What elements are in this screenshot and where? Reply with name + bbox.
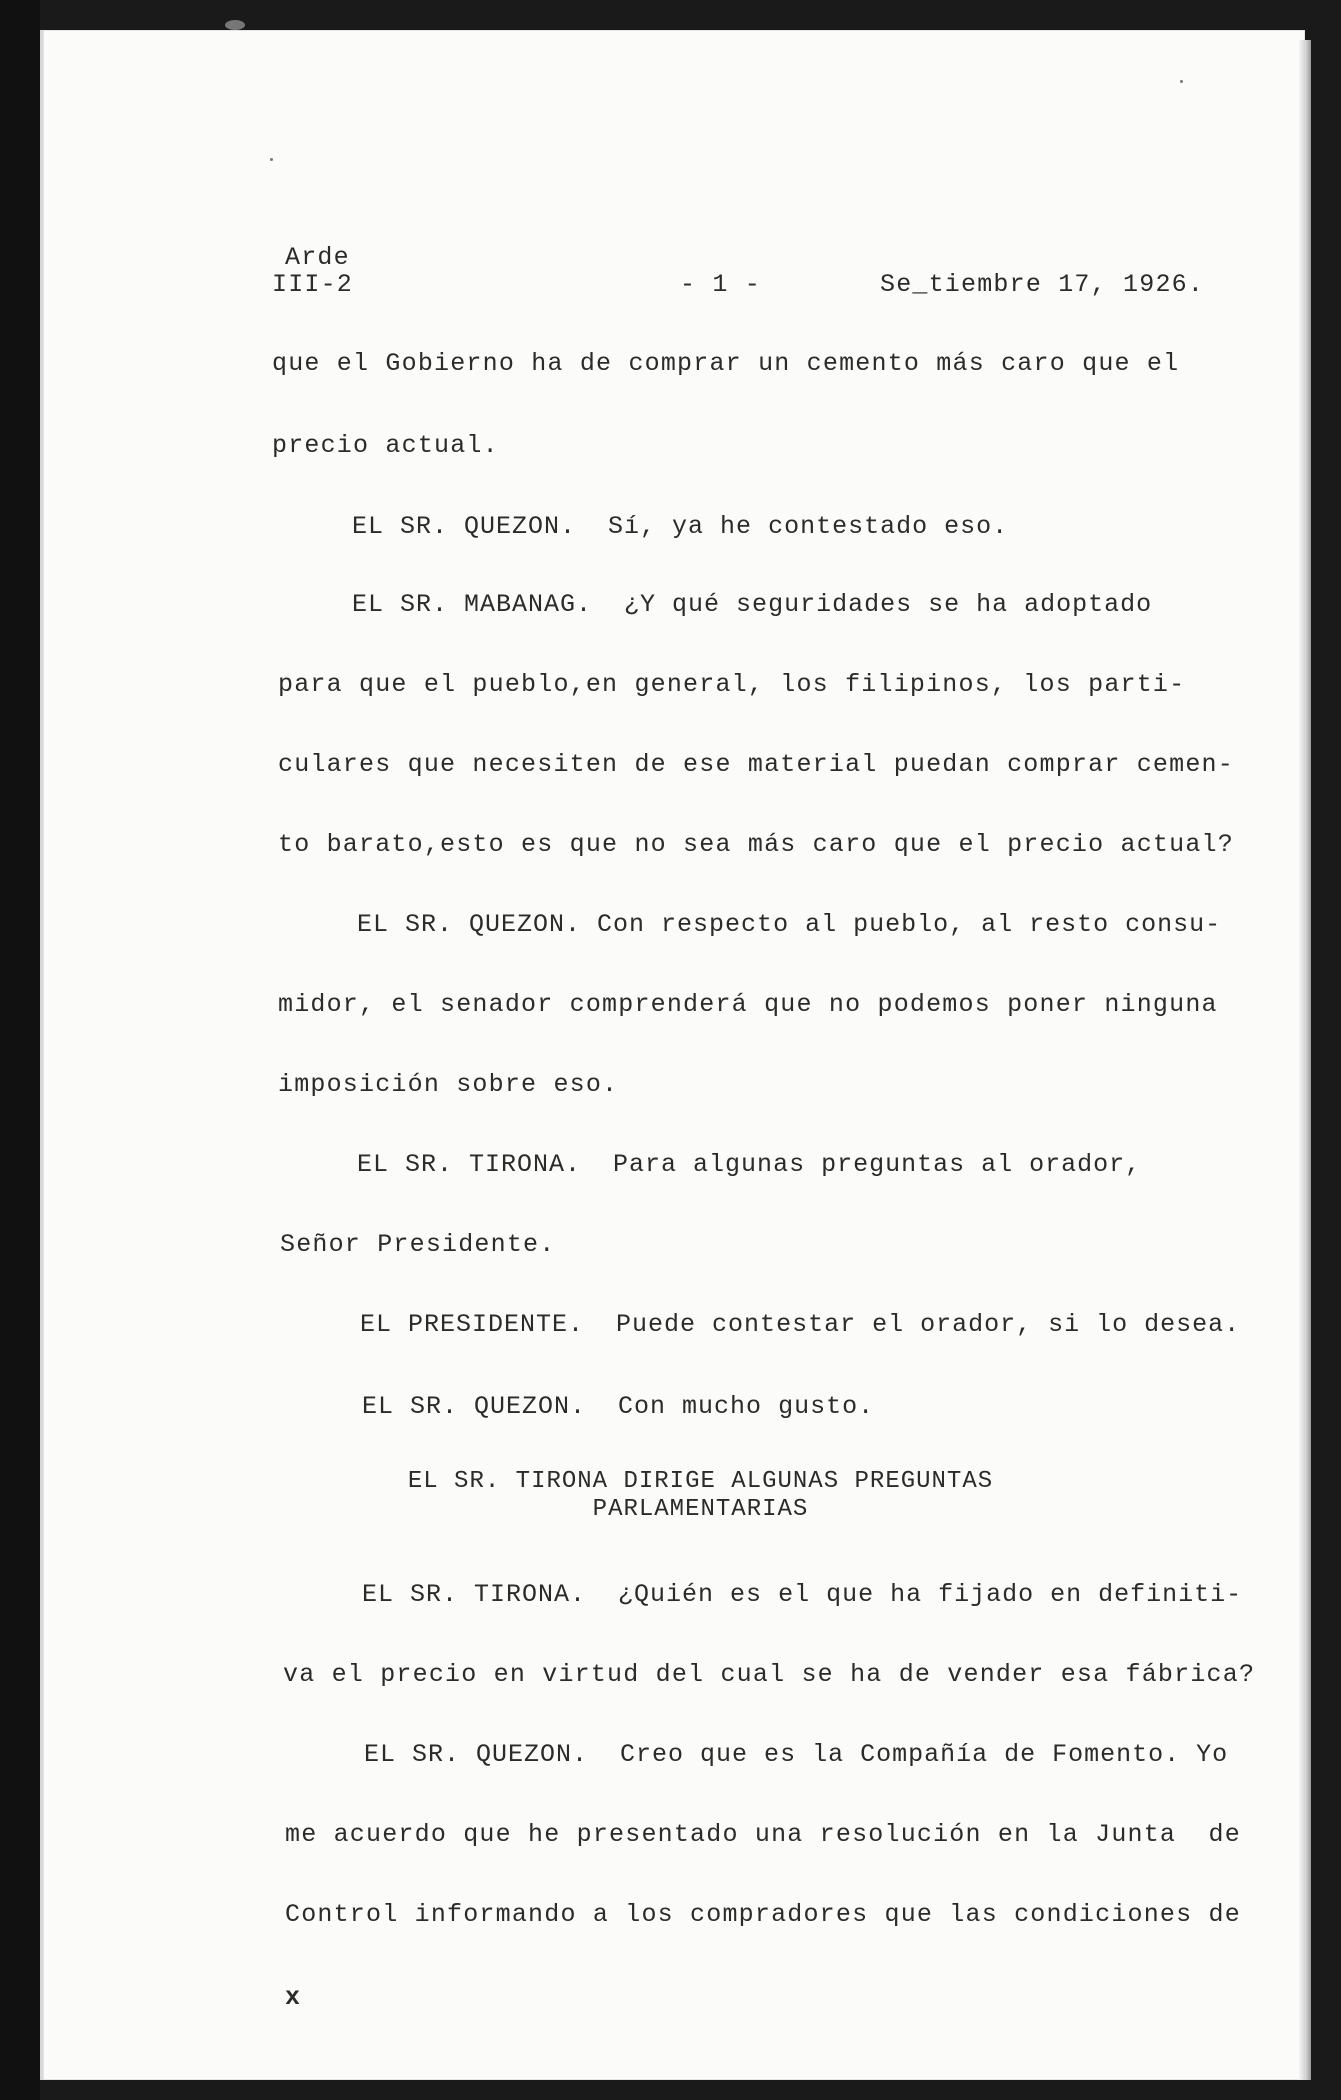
text-line: EL SR. QUEZON. Con respecto al pueblo, al resto consu-: [357, 910, 1222, 939]
section-heading-line-1: EL SR. TIRONA DIRIGE ALGUNAS PREGUNTAS: [407, 1468, 994, 1495]
footer-mark: x: [285, 1983, 302, 2012]
reel-number: III-2: [272, 270, 354, 299]
transcriber-initials: Arde: [285, 243, 350, 272]
text-line: Control informando a los compradores que las condiciones de: [285, 1900, 1241, 1929]
document-date: Se_tiembre 17, 1926.: [880, 270, 1205, 299]
text-line: me acuerdo que he presentado una resolución en la Junta de: [285, 1820, 1241, 1849]
text-line: EL SR. QUEZON. Con mucho gusto.: [362, 1392, 875, 1421]
text-line: Señor Presidente.: [280, 1230, 556, 1259]
text-line: to barato,esto es que no sea más caro que el precio actual?: [278, 830, 1234, 859]
text-line: que el Gobierno ha de comprar un cemento más caro que el: [272, 349, 1180, 378]
page-edge: [1299, 40, 1311, 2080]
text-line: EL SR. QUEZON. Sí, ya he contestado eso.: [352, 512, 1009, 541]
ink-speck: [1180, 80, 1183, 83]
text-line: para que el pueblo,en general, los filipinos, los parti-: [278, 670, 1186, 699]
page-number: - 1 -: [680, 270, 762, 299]
text-line: imposición sobre eso.: [278, 1070, 619, 1099]
document-page: [40, 30, 1305, 2080]
ink-speck: [270, 158, 273, 161]
text-line: EL SR. QUEZON. Creo que es la Compañía de Fomento. Yo: [364, 1740, 1229, 1769]
text-line: culares que necesiten de ese material puedan comprar cemen-: [278, 750, 1234, 779]
text-line: precio actual.: [272, 431, 499, 460]
text-line: midor, el senador comprenderá que no podemos poner ninguna: [278, 990, 1218, 1019]
text-line: EL SR. TIRONA. ¿Quién es el que ha fijado en definiti-: [362, 1580, 1243, 1609]
text-line: va el precio en virtud del cual se ha de vender esa fábrica?: [283, 1660, 1256, 1689]
scan-border: [0, 0, 40, 2100]
text-line: EL PRESIDENTE. Puede contestar el orador, si lo desea.: [360, 1310, 1241, 1339]
section-heading-line-2: PARLAMENTARIAS: [592, 1496, 809, 1523]
text-line: EL SR. MABANAG. ¿Y qué seguridades se ha adoptado: [352, 590, 1153, 619]
text-line: EL SR. TIRONA. Para algunas preguntas al orador,: [357, 1150, 1142, 1179]
ink-blot: [225, 20, 245, 30]
